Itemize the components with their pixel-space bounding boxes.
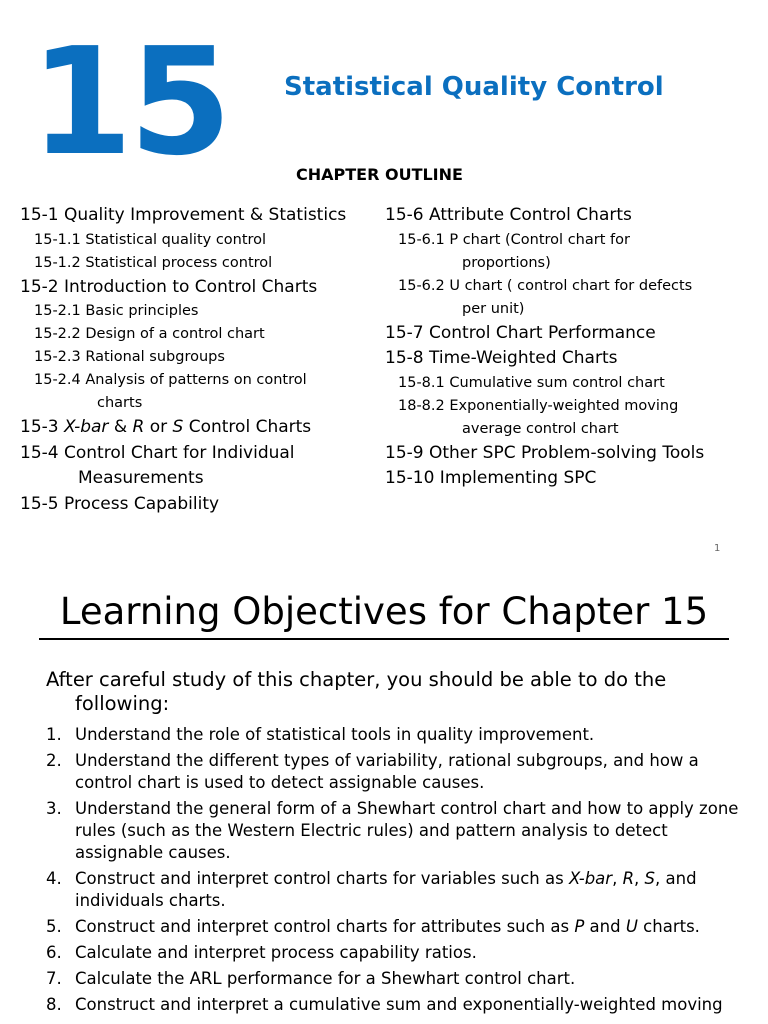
objective-item bbox=[46, 798, 746, 864]
objective-text: Calculate and interpret process capability ratios. bbox=[75, 943, 477, 962]
outline-subsection-15-1-1: 15-1.1 Statistical quality control bbox=[34, 231, 267, 248]
outline-subsection-15-1-2: 15-1.2 Statistical process control bbox=[34, 254, 273, 271]
s-symbol: S bbox=[172, 417, 184, 437]
objective-item bbox=[46, 724, 746, 746]
xbar-symbol: X-bar bbox=[64, 417, 109, 437]
outline-heading: CHAPTER OUTLINE bbox=[296, 165, 463, 184]
outline-right-column bbox=[385, 203, 765, 492]
outline-subsection-15-2-4: 15-2.4 Analysis of patterns on control bbox=[34, 372, 307, 388]
outline-section-15-7: 15-7 Control Chart Performance bbox=[385, 322, 656, 343]
objectives-intro-line-1: After careful study of this chapter, you should be able to do the bbox=[46, 668, 667, 691]
r-symbol: R bbox=[132, 417, 145, 437]
objective-item bbox=[46, 994, 746, 1016]
objective-number: 6. bbox=[46, 943, 62, 962]
outline-subsection-15-2-1: 15-2.1 Basic principles bbox=[34, 303, 199, 319]
objective-item bbox=[46, 868, 746, 912]
outline-subsection-15-2-3: 15-2.3 Rational subgroups bbox=[34, 349, 225, 365]
objective-number: 2. bbox=[46, 751, 62, 770]
title-underline bbox=[39, 638, 729, 640]
objective-item bbox=[46, 750, 746, 794]
objective-item bbox=[46, 968, 746, 990]
chapter-number: 15 bbox=[30, 16, 228, 188]
objective-text-part: Construct and interpret control charts for attributes such as bbox=[75, 917, 575, 936]
objective-text: Construct and interpret a cumulative sum and exponentially-weighted moving bbox=[75, 995, 723, 1014]
ampersand: & bbox=[108, 417, 133, 437]
outline-subsection-15-2-2: 15-2.2 Design of a control chart bbox=[34, 326, 265, 342]
learning-objectives-title: Learning Objectives for Chapter 15 bbox=[59, 590, 709, 633]
objective-text: Understand the general form of a Shewhart control chart and how to apply zone rules (such as the Western Electric rules) and pattern analysis to detect assignable causes. bbox=[75, 799, 739, 862]
section-15-3-suffix: Control Charts bbox=[183, 417, 312, 437]
outline-subsection-15-8-1: 15-8.1 Cumulative sum control chart bbox=[398, 374, 665, 391]
p-symbol: P bbox=[574, 917, 585, 936]
outline-section-15-2: 15-2 Introduction to Control Charts bbox=[20, 276, 318, 297]
objective-text: Calculate the ARL performance for a Shewhart control chart. bbox=[75, 969, 576, 988]
r-symbol: R bbox=[622, 869, 635, 888]
objective-number: 4. bbox=[46, 869, 62, 888]
outline-section-15-5: 15-5 Process Capability bbox=[20, 493, 220, 514]
outline-subsection-15-6-1: 15-6.1 P chart (Control chart for bbox=[398, 231, 630, 248]
outline-section-15-10: 15-10 Implementing SPC bbox=[385, 468, 597, 488]
objective-item bbox=[46, 916, 746, 938]
u-symbol: U bbox=[625, 917, 638, 936]
xbar-symbol: X-bar bbox=[568, 869, 613, 888]
objective-number: 1. bbox=[46, 725, 62, 744]
outline-subsection-15-2-4-continued: charts bbox=[97, 395, 143, 411]
outline-subsection-15-6-2: 15-6.2 U chart ( control chart for defects bbox=[398, 277, 693, 294]
outline-section-15-6: 15-6 Attribute Control Charts bbox=[385, 205, 632, 225]
section-15-3-prefix: 15-3 bbox=[20, 417, 64, 437]
outline-section-15-8: 15-8 Time-Weighted Charts bbox=[385, 348, 618, 368]
objective-text-part: and bbox=[584, 917, 626, 936]
objective-text: Understand the role of statistical tools in quality improvement. bbox=[75, 725, 595, 744]
objectives-intro-line-2: following: bbox=[75, 692, 170, 715]
outline-subsection-18-8-2: 18-8.2 Exponentially-weighted moving bbox=[398, 397, 679, 414]
objective-text-part: , and individuals charts. bbox=[75, 869, 697, 910]
chapter-title: Statistical Quality Control bbox=[284, 72, 664, 102]
outline-section-15-4: 15-4 Control Chart for Individual bbox=[20, 442, 295, 463]
objective-text-part: charts. bbox=[637, 917, 700, 936]
objective-number: 3. bbox=[46, 799, 62, 818]
s-symbol: S bbox=[644, 869, 656, 888]
outline-subsection-18-8-2-continued: average control chart bbox=[462, 420, 619, 437]
or-word: or bbox=[144, 417, 173, 437]
outline-section-15-3 bbox=[20, 415, 380, 441]
objective-text: Understand the different types of variability, rational subgroups, and how a control chart is used to detect assignable causes. bbox=[75, 751, 699, 792]
outline-section-15-9: 15-9 Other SPC Problem-solving Tools bbox=[385, 442, 705, 463]
objective-number: 5. bbox=[46, 917, 62, 936]
outline-left-column bbox=[20, 203, 380, 517]
objectives-intro bbox=[46, 668, 736, 716]
outline-subsection-15-6-2-continued: per unit) bbox=[462, 300, 525, 317]
page-number: 1 bbox=[714, 543, 721, 554]
objective-text-part: Construct and interpret control charts for variables such as bbox=[75, 869, 569, 888]
slide-learning-objectives bbox=[0, 580, 768, 1024]
objective-item bbox=[46, 942, 746, 964]
objective-text-part: , bbox=[612, 869, 623, 888]
objective-number: 7. bbox=[46, 969, 62, 988]
objective-text-part: , bbox=[634, 869, 645, 888]
outline-subsection-15-6-1-continued: proportions) bbox=[462, 254, 551, 271]
objectives-list bbox=[46, 724, 746, 1020]
outline-section-15-4-continued: Measurements bbox=[78, 468, 204, 488]
outline-section-15-1: 15-1 Quality Improvement & Statistics bbox=[20, 205, 347, 225]
objective-number: 8. bbox=[46, 995, 62, 1014]
